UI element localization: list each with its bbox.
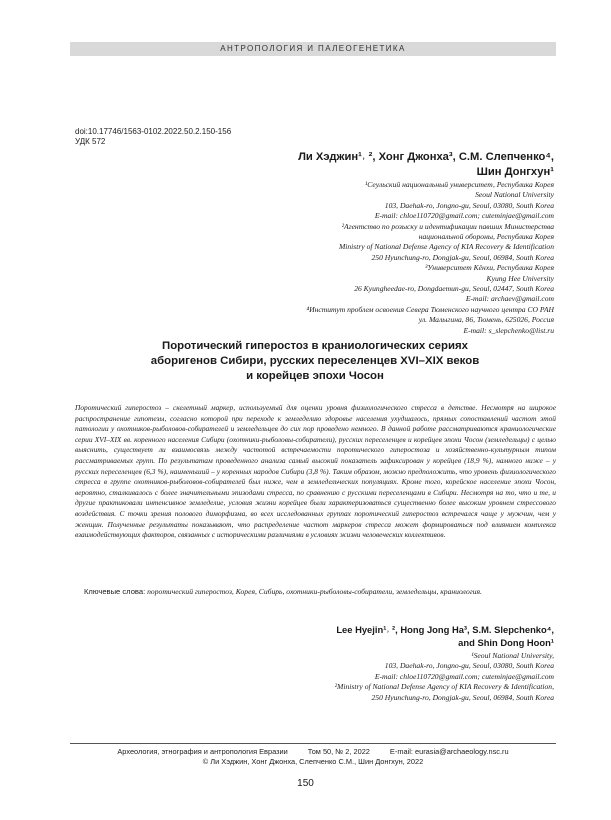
title-line-3: и корейцев эпохи Чосон	[246, 370, 384, 382]
abstract-ru: Поротический гиперостоз – скелетный маркер, используемый для оценки уровня физиологического стресса в детстве. Несмотря на широкое распространение гипотезы, согласно которой при переходе к земледелию здоровье населения ухудшалось, прямых сопоставлений частот этой патологии у охотников-рыболовов-собирателей и земледельцев до сих пор проведено немного. В данной работе рассматриваются краниологические серии XVI–XIX вв. коренного населения Сибири (охотники-рыболовы-собиратели), русских переселенцев и корейцев эпохи Чосон (земледельцы) с целью выяснить, существует ли взаимосвязь между частотой встречаемости поротического гиперостоза и хозяйственно-культурным типом рассматриваемых групп. По результатам проведенного анализа самый высокий показатель зафиксирован у корейцев (18,9 %), намного ниже – у русских переселенцев (6,3 %), наименьший – у коренных народов Сибири (3,8 %). Таким образом, можно предположить, что уровень физиологического стресса в группе охотников-рыболовов-собирателей был ниже, чем в земледельческих популяциях. Кроме того, корейское население эпохи Чосон, вероятно, сталкивалось с более значительными эпизодами стресса, по сравнению с русскими переселенцами в Сибири. Несмотря на то, что и те, и другие практиковали интенсивное земледелие, условия жизни корейцев были характеризоваться существенно более высоким уровнем стрессового воздействия. С точки зрения полового диморфизма, во всех исследованных группах поротический гиперостоз встречался чаще у мужчин, чем у женщин. Полученные результаты показывают, что распределение частот маркеров стресса может формироваться под влиянием комплекса взаимодействующих факторов, связанных с историческими различиями в условиях жизни человеческих коллективов.	[75, 403, 556, 540]
affiliation-line: ²Агентство по розыску и идентификации павших Министерства	[341, 221, 554, 231]
authors-en-line-1: Lee Hyejin¹˒ ², Hong Jong Ha³, S.M. Slepchenko⁴,	[336, 624, 554, 635]
affiliation-line[interactable]: E-mail: s_slepchenko@list.ru	[463, 325, 554, 335]
affiliation-line: 250 Hyunchung-ro, Dongjak-gu, Seoul, 06984, South Korea	[371, 252, 554, 262]
affiliation-line: 103, Daehak-ro, Jongno-gu, Seoul, 03080, South Korea	[384, 661, 554, 671]
authors-en-line-2: and Shin Dong Hoon¹	[458, 636, 554, 648]
footer-email[interactable]: E-mail: eurasia@archaeology.nsc.ru	[389, 747, 509, 756]
affiliation-line: национальной обороны, Республика Корея	[418, 232, 554, 242]
affiliations-ru	[134, 180, 554, 336]
footer-volume: Том 50, № 2, 2022	[307, 747, 370, 756]
affiliation-line: ³Университет Кёнхи, Республика Корея	[425, 263, 554, 273]
affiliation-line: Kyung Hee University	[486, 273, 554, 283]
keywords-label: Ключевые слова:	[84, 587, 146, 596]
title-line-1: Поротический гиперостоз в краниологических сериях	[162, 340, 468, 352]
footer-copyright: © Ли Хэджин, Хонг Джонха, Слепченко С.М., Шин Донгхун, 2022	[202, 757, 424, 766]
affiliations-en	[134, 651, 554, 703]
affiliation-line[interactable]: E-mail: archaev@gmail.com	[465, 294, 554, 304]
affiliation-line: ¹Сеульский национальный университет, Республика Корея	[364, 180, 554, 189]
authors-ru-line-2: Шин Донгхун¹	[476, 166, 554, 178]
authors-en	[224, 624, 554, 649]
section-header: АНТРОПОЛОГИЯ И ПАЛЕОГЕНЕТИКА	[70, 42, 556, 56]
affiliation-line: 250 Hyunchung-ro, Dongjak-gu, Seoul, 06984, South Korea	[371, 692, 554, 702]
page-number: 150	[297, 778, 314, 789]
article-title-ru	[75, 339, 555, 384]
footer-journal: Археология, этнография и антропология Евразии	[117, 747, 288, 756]
keywords	[84, 587, 554, 597]
title-line-2: аборигенов Сибири, русских переселенцев XVI–XIX веков	[150, 355, 480, 367]
affiliation-line: 26 Kyungheedae-ro, Dongdaemun-gu, Seoul, 02447, South Korea	[354, 284, 554, 294]
affiliation-line: ²Ministry of National Defense Agency of KIA Recovery & Identification,	[334, 682, 554, 692]
affiliation-line: Seoul National University	[475, 190, 554, 200]
authors-ru-line-1: Ли Хэджин¹˒ ², Хонг Джонха³, С.М. Слепченко⁴,	[298, 151, 554, 163]
footer-rule	[70, 743, 556, 744]
affiliation-line: ул. Малыгина, 86, Тюмень, 625026, Россия	[418, 315, 554, 325]
affiliation-line: ⁴Институт проблем освоения Севера Тюменского научного центра СО РАН	[306, 304, 554, 314]
keywords-text: поротический гиперостоз, Корея, Сибирь, охотники-рыболовы-собиратели, земледельцы, краниология.	[147, 587, 482, 596]
doi-text[interactable]: doi:10.17746/1563-0102.2022.50.2.150-156	[75, 127, 232, 136]
udk-text: УДК 572	[75, 137, 106, 146]
affiliation-line[interactable]: E-mail: chloe110720@gmail.com; cuteminjae@gmail.com	[374, 211, 554, 221]
affiliation-line: 103, Daehak-ro, Jongno-gu, Seoul, 03080, South Korea	[384, 200, 554, 210]
authors-ru	[194, 150, 554, 180]
affiliation-line: ¹Seoul National University,	[471, 651, 554, 660]
affiliation-line: Ministry of National Defense Agency of KIA Recovery & Identification	[338, 242, 554, 252]
affiliation-line[interactable]: E-mail: chloe110720@gmail.com; cuteminjae@gmail.com	[374, 671, 554, 681]
footer-journal-line	[70, 747, 556, 756]
